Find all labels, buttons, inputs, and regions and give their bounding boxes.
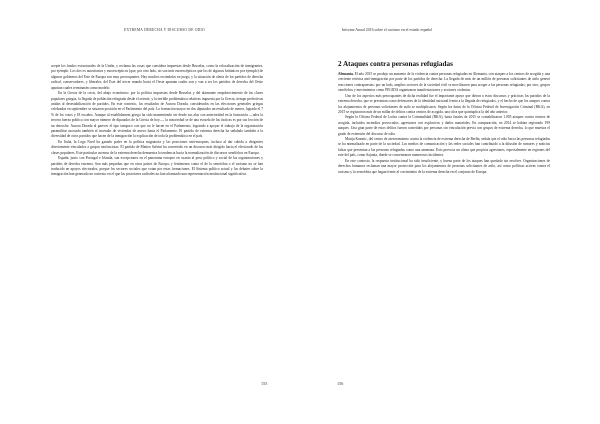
page-number-left: 155 xyxy=(261,381,268,386)
paragraph: Marija Kuzmic, del centro de asesoramiento contra la violencia de extrema derecha de Berlín, señala que el odio hacia las personas refugiadas se ha normalizado en parte de la sociedad. Los medios de comunicación y las redes sociales han contribuido a la difusión de rumores y noticias falsas que presentan a las personas refugiadas como una amenaza. Esto provoca un clima que propicia agresiones, especialmente en regiones del este del país, como Sajonia, donde se concentraron numerosos incidentes. xyxy=(338,137,550,158)
left-column xyxy=(51,64,263,178)
paragraph: Uno de los aspectos más preocupantes de dicha realidad fue el importante apoyo que dieron a estos discursos y prácticas los partidos de la extrema derecha, que se presentan como defensores de la identidad nacional frente a la llegada de refugiados, y el hecho de que los ataques contra los alojamientos de personas solicitantes de asilo se multiplicasen. Según los datos de la Oficina Federal de Investigación Criminal (BKA), en 2015 se registraron más de un millar de delitos contra centros de acogida, una cifra que quintuplica la del año anterior. xyxy=(338,93,550,114)
paragraph: acepte los fondos estructurales de la Unión, y reclama las cosas que considera impuestas desde Bruselas, como la relocalización de inmigrantes, por ejemplo. Los dos ex autoritarios y euroescépticos (que, por otro lado, no son más euroescépticos que los de algunos británicos por ejemplo) de algunos gobiernos del Este de Europa son muy preocupantes. Hay muchos escándalos en juego, y la situación de alerta de los partidos de derecha radical, conservadores, y liberales, del Este del tercer mundo hacia el Oeste apuntan cuales son y van a ser los partidos de derecha del Oeste apuntan cuales terminarán como modelo. xyxy=(51,64,263,90)
paragraph: España, junto con Portugal e Irlanda, son excepciones en el panorama europeo en cuanto al peso político y social de las organizaciones y partidos de derecha extrema. Son más pequeñas que en otros países de Europa, y fenómenos como el de la xenofobia o el racismo no se han traducido en apoyos electorales, porque los sectores sociales que votan por estas formaciones. El Sistema político actual y los debates sobre la inmigración han generado un contexto en el que las posiciones radicales no han alcanzado una representación institucional significativa. xyxy=(51,156,263,177)
paragraph: En Italia, la Lega Nord ha ganado poder en la política migratoria y las posiciones anti-europeas, incluso al dar cabida a dirigentes directamente vinculados a grupos neofascistas. El partido de Matteo Salvini ha convertido en un discurso más dirigido hacia el electorado de las clases populares. Este particular ascenso de la extrema derecha demuestra la tendencia hacia la normalización de discursos xenófobos en Europa. xyxy=(51,139,263,155)
paragraph: En la Grecia de la crisis, del abajo económico: por la política impuestas desde Bruselas y del alarmante empobrecimiento de las clases populares griegas, la llegada de población refugiada desde el oriente, y la terrible problemática relativas impuesta por la Grecia, tiempo perfectivas unidas al desestabilización de partidos. En este contexto, los resultados de Aurora Dorada, considerados en las elecciones generales griegas celebradas en septiembre se situaron posición en el Parlamento del país. La formación mayor en dos diputados un resultado de menor, logrado el 7 % de los votos y 18 escaños. Aunque al establishment griego ha sido manteniendo ser desde sus alas con anterioridad en la formación —tales la tercera fuerza política con mayor número de diputados de la Grecia de hoy—, la notoriedad se de una escuela de las tácticas es por sus lección de un derroche. Aurora Dorada al parecer el tipo tampoco con que no le hacen en el Parlamento, logrando a apoyar el trabajo de la organización paramilitar asociada también al incendio de viviendas de nuevo hasta el Parlamento. El partido de extrema derecha ha señalado también a la diversidad de otros partidos que hacen de la inmigración la explicación de toda la problemática en el país. xyxy=(51,91,263,139)
page-number-right: 156 xyxy=(337,381,344,386)
right-column xyxy=(338,72,550,175)
lead-label: Alemania. xyxy=(338,72,354,76)
paragraph: En este contexto, la respuesta institucional ha sido insuficiente, y buena parte de los ataques han quedado sin resolver. Organizaciones de derechos humanos reclaman una mayor protección para los alojamientos de personas solicitantes de asilo, así como políticas activas contra el racismo y la xenofobia que hagan frente al crecimiento de la extrema derecha en el conjunto de Europa. xyxy=(338,158,550,174)
paragraph: El año 2015 se produjo un aumento de la violencia contra personas refugiadas en Alemania, con ataques a los centros de acogida y una creciente retórica anti-inmigración por parte de los partidos de derecha. La llegada de más de un millón de personas solicitantes de asilo generó reacciones contrapuestas: por un lado, amplios sectores de la sociedad civil se movilizaron para acoger a las personas refugiadas; por otro, grupos xenófobos y movimientos como PEGIDA organizaron manifestaciones y acciones violentas. xyxy=(338,72,550,93)
section-title: 2 Ataques contra personas refugiadas xyxy=(338,60,453,68)
lead-paragraph xyxy=(338,72,550,94)
paragraph: Según la Oficina Federal de Lucha contra la Criminalidad (BKA), hasta finales de 2015 se contabilizaron 1.005 ataques contra centros de acogida, incluidos incendios provocados, agresiones con explosivos y daños materiales. En comparación, en 2014 se habían registrado 199 ataques. Una gran parte de estos delitos fueron cometidos por personas sin vinculación previa con grupos de extrema derecha, lo que muestra el grado de extensión del discurso de odio. xyxy=(338,115,550,136)
running-header-left: EXTREMA DERECHA Y DISCURSO DE ODIO xyxy=(124,28,205,32)
right-page xyxy=(300,0,600,424)
running-header-right: Informe Anual 2016 sobre el racismo en el estado español xyxy=(342,28,433,32)
